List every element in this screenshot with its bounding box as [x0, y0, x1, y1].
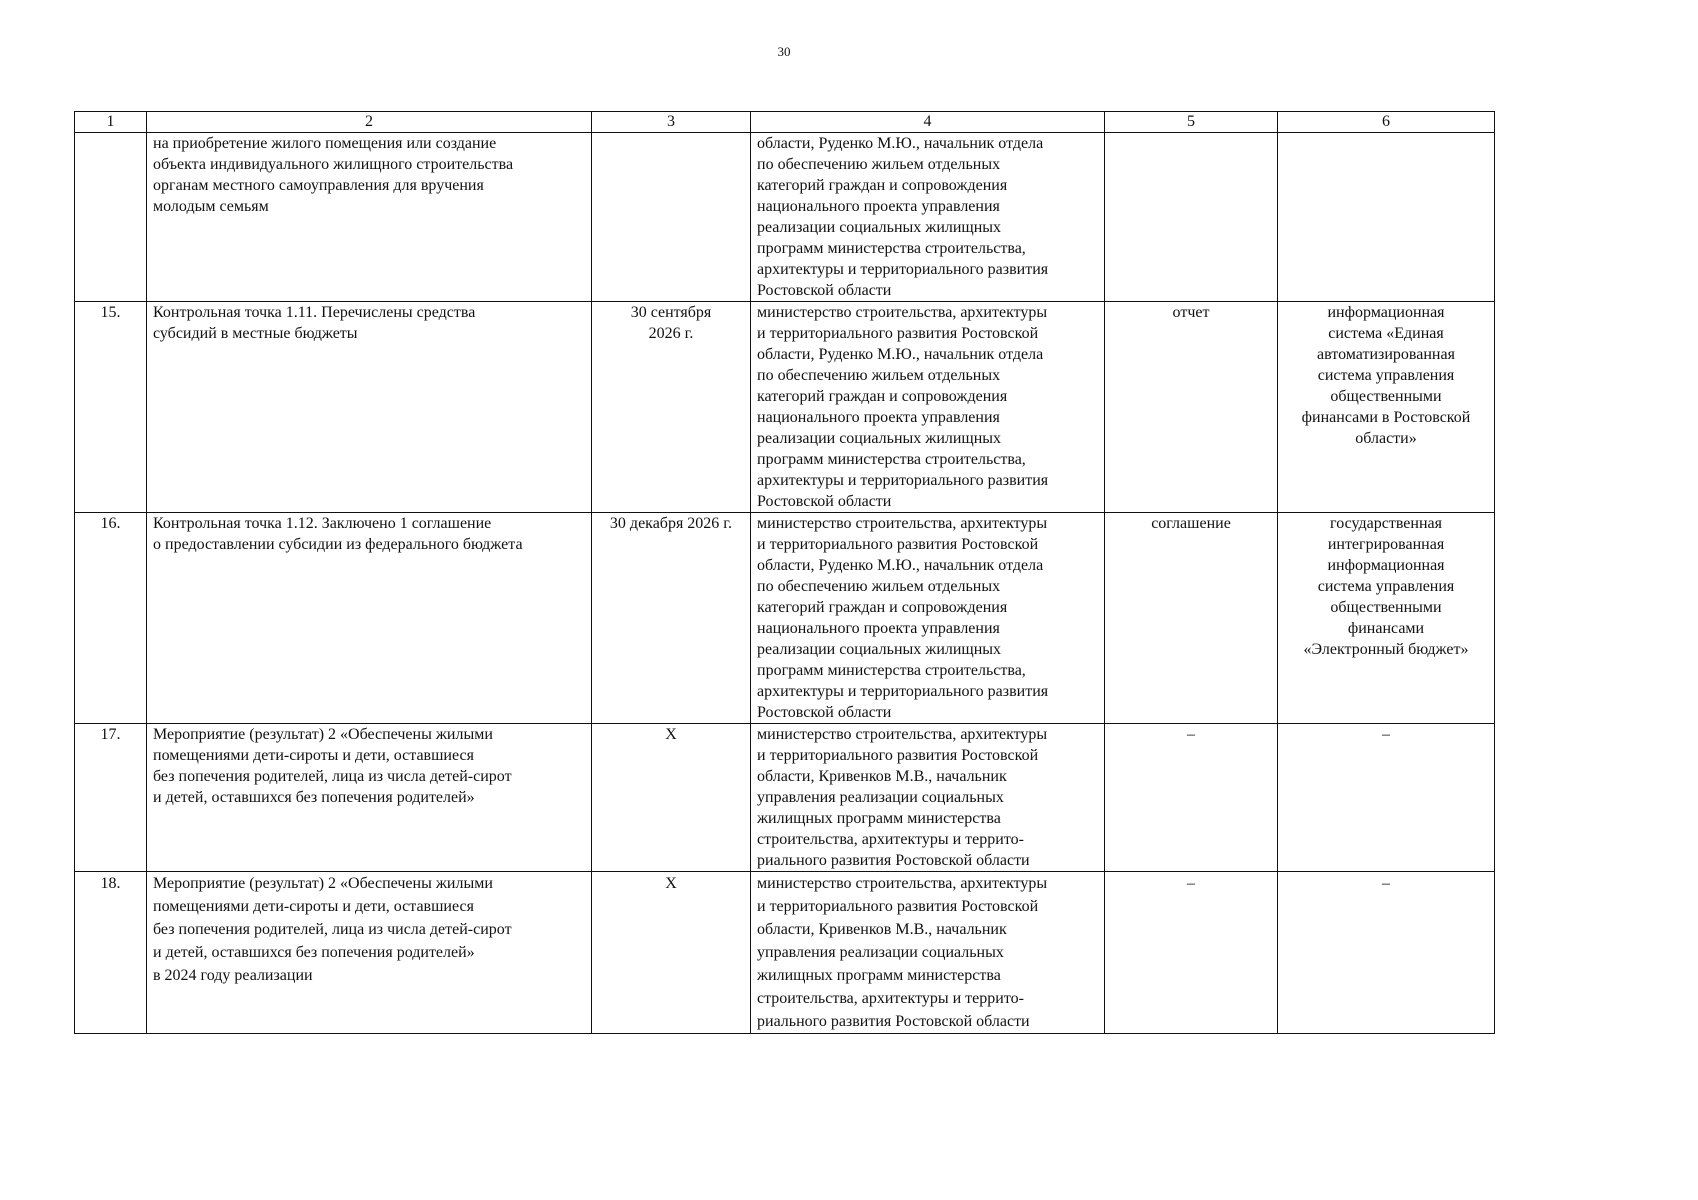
- column-header-1: 1: [75, 112, 147, 133]
- event-name: Контрольная точка 1.12. Заключено 1 соглашение о предоставлении субсидии из федерального бюджета: [147, 513, 592, 724]
- responsible-executor: министерство строительства, архитектуры и территориального развития Ростовской области, Руденко М.Ю., начальник отдела по обеспечению жильем отдельных категорий граждан и сопровождения национального проекта управления реализации социальных жилищных программ министерства строительства, архитектуры и территориального развития Ростовской области: [751, 302, 1105, 513]
- document-type: –: [1105, 872, 1278, 1034]
- deadline: 30 декабря 2026 г.: [592, 513, 751, 724]
- responsible-executor: министерство строительства, архитектуры и территориального развития Ростовской области, Кривенков М.В., начальник управления реализации социальных жилищных программ министерства строительства, архитектуры и террито- риального развития Ростовской области: [751, 872, 1105, 1034]
- event-name: на приобретение жилого помещения или создание объекта индивидуального жилищного строительства органам местного самоуправления для вручения молодым семьям: [147, 133, 592, 302]
- event-name: Мероприятие (результат) 2 «Обеспечены жилыми помещениями дети-сироты и дети, оставшиеся без попечения родителей, лица из числа детей-сирот и детей, оставшихся без попечения родителей» в 2024 году реализации: [147, 872, 592, 1034]
- column-header-5: 5: [1105, 112, 1278, 133]
- information-system: государственная интегрированная информационная система управления общественными финансами «Электронный бюджет»: [1278, 513, 1495, 724]
- event-name: Контрольная точка 1.11. Перечислены средства субсидий в местные бюджеты: [147, 302, 592, 513]
- event-name: Мероприятие (результат) 2 «Обеспечены жилыми помещениями дети-сироты и дети, оставшиеся без попечения родителей, лица из числа детей-сирот и детей, оставшихся без попечения родителей»: [147, 724, 592, 872]
- document-type: –: [1105, 724, 1278, 872]
- document-type: отчет: [1105, 302, 1278, 513]
- responsible-executor: области, Руденко М.Ю., начальник отдела по обеспечению жильем отдельных категорий граждан и сопровождения национального проекта управления реализации социальных жилищных программ министерства строительства, архитектуры и территориального развития Ростовской области: [751, 133, 1105, 302]
- table-row: [75, 133, 1495, 302]
- information-system: –: [1278, 872, 1495, 1034]
- table-header: [75, 112, 1495, 133]
- header-row: [75, 112, 1495, 133]
- row-number: 18.: [75, 872, 147, 1034]
- deadline: Х: [592, 872, 751, 1034]
- column-header-2: 2: [147, 112, 592, 133]
- table-row: [75, 513, 1495, 724]
- plan-table: [74, 111, 1495, 1034]
- column-header-6: 6: [1278, 112, 1495, 133]
- column-header-3: 3: [592, 112, 751, 133]
- deadline: Х: [592, 724, 751, 872]
- information-system: [1278, 133, 1495, 302]
- row-number: [75, 133, 147, 302]
- document-type: [1105, 133, 1278, 302]
- responsible-executor: министерство строительства, архитектуры и территориального развития Ростовской области, Руденко М.Ю., начальник отдела по обеспечению жильем отдельных категорий граждан и сопровождения национального проекта управления реализации социальных жилищных программ министерства строительства, архитектуры и территориального развития Ростовской области: [751, 513, 1105, 724]
- information-system: информационная система «Единая автоматизированная система управления общественными финансами в Ростовской области»: [1278, 302, 1495, 513]
- information-system: –: [1278, 724, 1495, 872]
- deadline: [592, 133, 751, 302]
- table-row: [75, 724, 1495, 872]
- row-number: 17.: [75, 724, 147, 872]
- table-row: [75, 872, 1495, 1034]
- column-header-4: 4: [751, 112, 1105, 133]
- table-body: [75, 133, 1495, 1034]
- table-row: [75, 302, 1495, 513]
- responsible-executor: министерство строительства, архитектуры и территориального развития Ростовской области, Кривенков М.В., начальник управления реализации социальных жилищных программ министерства строительства, архитектуры и террито- риального развития Ростовской области: [751, 724, 1105, 872]
- deadline: 30 сентября 2026 г.: [592, 302, 751, 513]
- row-number: 16.: [75, 513, 147, 724]
- document-type: соглашение: [1105, 513, 1278, 724]
- row-number: 15.: [75, 302, 147, 513]
- page-number: 30: [777, 44, 791, 59]
